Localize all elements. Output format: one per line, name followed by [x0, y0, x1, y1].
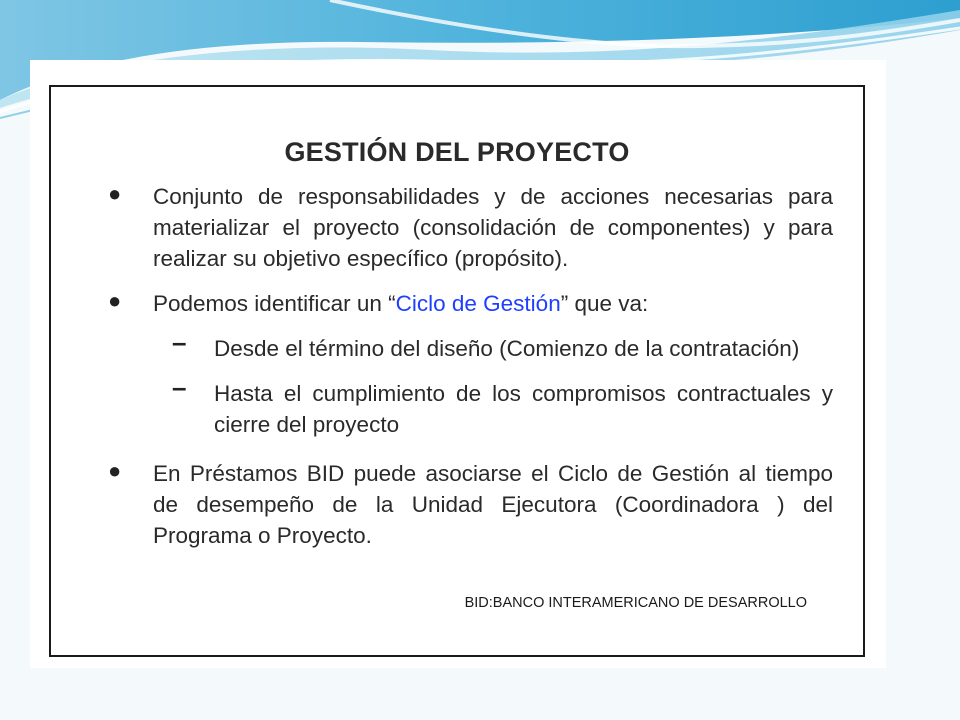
sub-list-item	[93, 372, 833, 440]
dash-icon: –	[172, 372, 187, 402]
bullet-text	[153, 288, 833, 319]
footnote: BID:BANCO INTERAMERICANO DE DESARROLLO	[464, 595, 807, 611]
slide-title: GESTIÓN DEL PROYECTO	[284, 137, 630, 167]
bullet-text-post: ” que va:	[560, 291, 649, 316]
list-item	[93, 458, 833, 551]
bullet-icon: ●	[108, 181, 122, 206]
list-item	[93, 181, 833, 274]
bullet-text-pre: Podemos identificar un “	[153, 291, 396, 316]
content-panel	[30, 60, 886, 668]
sub-bullet-text: Desde el término del diseño (Comienzo de la contratación)	[214, 336, 800, 361]
bullet-icon: ●	[108, 288, 122, 313]
sub-bullet-text: Hasta el cumplimiento de los compromisos contractuales y cierre del proyecto	[214, 381, 833, 437]
bullet-list	[93, 181, 833, 551]
slide-image-frame	[49, 85, 865, 657]
bullet-text: Conjunto de responsabilidades y de acciones necesarias para materializar el proyecto (consolidación de componentes) y para realizar su objetivo específico (propósito).	[153, 184, 833, 271]
sub-list-item	[93, 327, 833, 364]
list-item	[93, 288, 833, 319]
dash-icon: –	[172, 327, 187, 357]
bullet-icon: ●	[108, 458, 122, 483]
bullet-text: En Préstamos BID puede asociarse el Ciclo de Gestión al tiempo de desempeño de la Unidad Ejecutora (Coordinadora ) del Programa o Proyecto.	[153, 461, 833, 548]
highlighted-term: Ciclo de Gestión	[395, 291, 561, 316]
